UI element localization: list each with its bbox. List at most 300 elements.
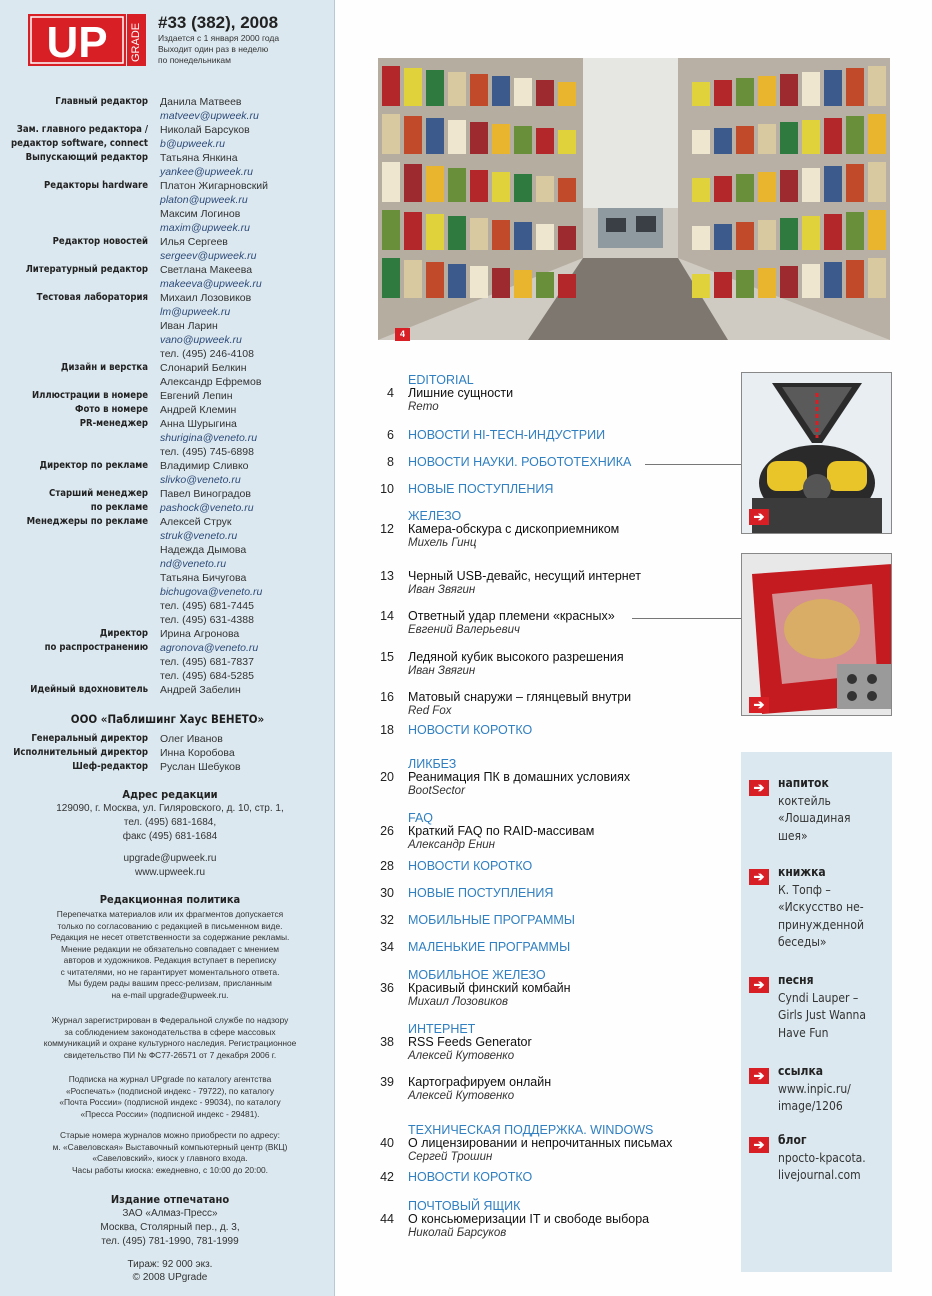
staff-name: Инна Коробова (160, 747, 235, 759)
toc-section[interactable]: EDITORIAL (408, 373, 474, 387)
toc-title[interactable]: Реанимация ПК в домашних условиях (408, 770, 631, 784)
book (780, 170, 798, 202)
book (736, 270, 754, 298)
imprint-column (0, 0, 335, 1296)
recommendation-text: К. Топф – (778, 882, 831, 897)
toc-author[interactable]: Иван Звягин (408, 665, 476, 677)
book (404, 164, 422, 202)
staff-role: Выпускающий редактор (25, 152, 148, 163)
toc-page-number: 8 (387, 455, 394, 469)
leader-line (645, 464, 742, 465)
toc-title[interactable]: Картографируем онлайн (408, 1075, 552, 1089)
toc-title[interactable]: Лишние сущности (408, 386, 514, 400)
toc-section[interactable]: НОВЫЕ ПОСТУПЛЕНИЯ (408, 482, 554, 496)
toc-section[interactable]: НОВОСТИ КОРОТКО (408, 1170, 533, 1184)
toc-section[interactable]: МОБИЛЬНОЕ ЖЕЛЕЗО (408, 968, 546, 982)
book (514, 174, 532, 202)
staff-people (160, 746, 335, 760)
book (492, 124, 510, 154)
staff-row (0, 732, 335, 746)
staff-name: Ирина Агронова (160, 628, 240, 640)
toc-title[interactable]: Краткий FAQ по RAID-массивам (408, 824, 595, 838)
book (426, 118, 444, 154)
toc-page-number: 14 (380, 609, 394, 623)
recommendation-item (778, 775, 890, 845)
staff-name: тел. (495) 681-7445 (160, 600, 254, 612)
tagline: Издается с 1 января 2000 года Выходит один раз в неделю по понедельникам (158, 33, 280, 65)
staff-name: Андрей Забелин (160, 684, 241, 696)
book (492, 268, 510, 298)
book (802, 120, 820, 154)
staff-name: Николай Барсуков (160, 124, 250, 136)
recommendation-text[interactable]: livejournal.com (778, 1168, 861, 1182)
book (558, 274, 576, 298)
staff-people (160, 683, 335, 697)
staff-name: Платон Жигарновский (160, 180, 269, 192)
book (846, 212, 864, 250)
book (758, 76, 776, 106)
toc-page-number: 40 (380, 1136, 394, 1150)
staff-people (160, 95, 335, 123)
toc-author[interactable]: BootSector (408, 785, 465, 797)
recommendation-item (778, 1063, 890, 1116)
toc-page-number: 26 (380, 824, 394, 838)
staff-role: Менеджеры по рекламе (26, 516, 148, 527)
recommendation-text: беседы» (778, 935, 827, 949)
staff-name: Александр Ефремов (160, 376, 262, 388)
toc-page-number: 44 (380, 1212, 394, 1226)
toc-page-number: 6 (387, 428, 394, 442)
staff-people (160, 417, 335, 459)
toc-section[interactable]: НОВЫЕ ПОСТУПЛЕНИЯ (408, 886, 554, 900)
staff-row (0, 515, 335, 627)
policy-text: Перепечатка материалов или их фрагментов допускается только по согласованию с редакцией в письменном виде. Редакция не несет ответственности за содержание рекламы. Мнение редакции не обязательно совпадает с мнением авторов и художников. Редакция вступает в переписку с читателями, но не гарантирует моментального ответа. Мы будем рады вашим пресс-релизам, присланным на e-mail upgrade@upweek.ru. (50, 909, 290, 1000)
toc-page-number: 16 (380, 690, 394, 704)
staff-name: Евгений Лепин (160, 390, 233, 402)
toc-section[interactable]: ИНТЕРНЕТ (408, 1022, 476, 1036)
book (780, 122, 798, 154)
book (448, 216, 466, 250)
book (692, 82, 710, 106)
staff-name: тел. (495) 631-4388 (160, 614, 254, 626)
staff-people (160, 123, 335, 151)
toc-section[interactable]: НОВОСТИ КОРОТКО (408, 859, 533, 873)
recommendation-category: ссылка (778, 1064, 824, 1078)
toc-section[interactable]: НОВОСТИ HI-TECH-ИНДУСТРИИ (408, 428, 606, 442)
staff-name: Алексей Струк (160, 516, 232, 528)
book (868, 258, 886, 298)
toc-page-number: 18 (380, 723, 394, 737)
arrow-icon: ➔ (749, 780, 769, 796)
staff-people (160, 361, 335, 389)
toc-page-number: 42 (380, 1170, 394, 1184)
toc-page-number: 34 (380, 940, 394, 954)
book (404, 116, 422, 154)
book (692, 274, 710, 298)
recommendation-text[interactable]: www.inpic.ru/ (778, 1081, 851, 1096)
toc-author[interactable]: Евгений Валерьевич (408, 624, 520, 636)
arrow-icon: ➔ (749, 869, 769, 885)
book (758, 172, 776, 202)
book (846, 116, 864, 154)
graphics-card-photo (741, 553, 892, 716)
staff-people (160, 263, 335, 291)
book (736, 174, 754, 202)
book (492, 172, 510, 202)
subscription-text: Подписка на журнал UPgrade по каталогу агентства «Роспечать» (подписной индекс - 79722), по каталогу «Почта России» (подписной индекс - 99034), по каталогу «Пресса России» (подписной индекс - 29481). (59, 1074, 281, 1119)
staff-people (160, 515, 335, 627)
book (868, 210, 886, 250)
staff-people (160, 291, 335, 361)
book (382, 162, 400, 202)
book (514, 126, 532, 154)
staff-name: Олег Иванов (160, 733, 223, 745)
toc-author[interactable]: Алексей Кутовенко (408, 1050, 515, 1062)
staff-role: Директор по рекламе (39, 460, 148, 471)
staff-row (0, 487, 335, 515)
book (536, 224, 554, 250)
toc-author[interactable]: Михаил Лозовиков (408, 996, 509, 1008)
toc-section[interactable]: НОВОСТИ КОРОТКО (408, 723, 533, 737)
book (868, 66, 886, 106)
staff-email: agronova@veneto.ru (160, 642, 259, 654)
staff-name: тел. (495) 681-7837 (160, 656, 254, 668)
logo-grade: GRADE (130, 22, 142, 62)
book (758, 220, 776, 250)
book (536, 272, 554, 298)
staff-name: тел. (495) 745-6898 (160, 446, 254, 458)
staff-row (0, 760, 335, 774)
printed-block: Издание отпечатано ЗАО «Алмаз-Пресс» Москва, Столярный пер., д. 3, тел. (495) 781-1990, 781-1999 (100, 1193, 240, 1247)
staff-row (0, 746, 335, 760)
circulation: Тираж: 92 000 экз. © 2008 UPgrade (127, 1259, 213, 1283)
book (868, 114, 886, 154)
toc-page-number: 20 (380, 770, 394, 784)
staff-role: Редактор новостей (52, 236, 148, 247)
book (514, 270, 532, 298)
staff-row (0, 683, 335, 697)
book (736, 126, 754, 154)
book (558, 130, 576, 154)
book (714, 176, 732, 202)
staff-role: Иллюстрации в номере (31, 390, 148, 401)
staff-email: bichugova@veneto.ru (160, 586, 263, 598)
staff-email: sergeev@upweek.ru (160, 250, 257, 262)
toc-page-number: 30 (380, 886, 394, 900)
company-name: ООО «Паблишинг Хаус ВЕНЕТО» (70, 712, 265, 726)
toc-author[interactable]: Иван Звягин (408, 584, 476, 596)
arrow-icon: ➔ (749, 1068, 769, 1084)
book (736, 222, 754, 250)
staff-name: Татьяна Янкина (160, 152, 238, 164)
staff-row (0, 123, 335, 151)
staff-role: Директор по распространению (44, 628, 148, 653)
toc-author[interactable]: Red Fox (408, 705, 452, 717)
arrow-icon: ➔ (749, 509, 769, 525)
book (470, 74, 488, 106)
book (846, 164, 864, 202)
toc-title[interactable]: Матовый снаружи – глянцевый внутри (408, 690, 632, 704)
staff-role: Зам. главного редактора / редактор software, connect (10, 124, 148, 149)
staff-name: Надежда Дымова (160, 544, 247, 556)
staff-email: yankee@upweek.ru (160, 166, 253, 178)
toc-author[interactable]: Николай Барсуков (408, 1227, 507, 1239)
staff-people (160, 760, 335, 774)
book (514, 78, 532, 106)
book (426, 214, 444, 250)
staff-role: Тестовая лаборатория (36, 292, 148, 303)
book (470, 218, 488, 250)
back-issues-text: Старые номера журналов можно приобрести по адресу: м. «Савеловская» Выставочный компьютерный центр (ВКЦ) «Савеловский», киоск у главного входа. Часы работы киоска: ежедневно, с 10:00 до 20:00. (52, 1130, 288, 1175)
toc-page-number: 38 (380, 1035, 394, 1049)
book (448, 168, 466, 202)
toc-section[interactable]: ЖЕЛЕЗО (408, 509, 462, 523)
address-block: Адрес редакции 129090, г. Москва, ул. Гиляровского, д. 10, стр. 1, тел. (495) 681-1684, факс (495) 681-1684 upgrade@upweek.ru www.upweek.ru (56, 788, 284, 878)
staff-email: nd@veneto.ru (160, 558, 227, 570)
book (780, 74, 798, 106)
book (802, 264, 820, 298)
staff-row (0, 291, 335, 361)
staff-people (160, 403, 335, 417)
recommendation-item (778, 972, 890, 1042)
graphics-card-illustration (742, 554, 892, 716)
book (558, 226, 576, 250)
staff-name: Иван Ларин (160, 320, 218, 332)
book (824, 214, 842, 250)
staff-email: platon@upweek.ru (160, 194, 248, 206)
issue-number: #33 (382), 2008 (158, 13, 279, 32)
staff-row (0, 361, 335, 389)
toc-page-number: 15 (380, 650, 394, 664)
toc-author[interactable]: Александр Енин (408, 839, 495, 851)
recommendation-category: песня (778, 973, 814, 987)
staff-role: Фото в номере (74, 404, 148, 415)
book (514, 222, 532, 250)
staff-email: lm@upweek.ru (160, 306, 231, 318)
book (758, 124, 776, 154)
book (536, 80, 554, 106)
staff-email: struk@veneto.ru (160, 530, 238, 542)
book (824, 70, 842, 106)
book (404, 260, 422, 298)
recommendation-category: блог (778, 1133, 807, 1147)
staff-people (160, 732, 335, 746)
toc-page-number: 10 (380, 482, 394, 496)
staff-role: Исполнительный директор (13, 747, 148, 758)
book (868, 162, 886, 202)
toc-section[interactable]: ЛИКБЕЗ (408, 757, 457, 771)
staff-role: Идейный вдохновитель (30, 684, 148, 695)
book (382, 258, 400, 298)
staff-row (0, 403, 335, 417)
company-staff-list (0, 732, 335, 774)
toc-section[interactable]: НОВОСТИ НАУКИ. РОБОТОТЕХНИКА (408, 455, 632, 469)
book (492, 76, 510, 106)
toc-title[interactable]: Черный USB-девайс, несущий интернет (408, 569, 641, 583)
toc-author[interactable]: Алексей Кутовенко (408, 1090, 515, 1102)
registration-text: Журнал зарегистрирован в Федеральной службе по надзору за соблюдением законодательства в сфере массовых коммуникаций и охране культурного наследия. Регистрационное свидетельство ПИ № ФС77-26571 от 7 декабря 2006 г. (43, 1015, 297, 1060)
book (382, 210, 400, 250)
staff-people (160, 235, 335, 263)
leader-line (632, 618, 742, 619)
toc-page-number: 28 (380, 859, 394, 873)
toc-title[interactable]: О консьюмеризации IT и свободе выбора (408, 1212, 650, 1226)
library-shelves-illustration (378, 58, 890, 340)
staff-row (0, 627, 335, 683)
book (846, 260, 864, 298)
book (448, 264, 466, 298)
staff-name: Михаил Лозовиков (160, 292, 252, 304)
staff-email: slivko@veneto.ru (160, 474, 241, 486)
staff-people (160, 627, 335, 683)
arrow-icon: ➔ (749, 1137, 769, 1153)
book (780, 266, 798, 298)
staff-name: Максим Логинов (160, 208, 241, 220)
staff-name: тел. (495) 684-5285 (160, 670, 254, 682)
staff-email: maxim@upweek.ru (160, 222, 251, 234)
staff-name: Анна Шурыгина (160, 418, 237, 430)
arrow-icon: ➔ (749, 697, 769, 713)
recommendation-text: «Лошадиная (778, 811, 851, 825)
book (714, 224, 732, 250)
upgrade-logo (28, 14, 146, 66)
toc-title[interactable]: Ледяной кубик высокого разрешения (408, 650, 624, 664)
staff-row (0, 235, 335, 263)
staff-people (160, 487, 335, 515)
staff-name: Руслан Шебуков (160, 761, 241, 773)
book (448, 120, 466, 154)
book (404, 212, 422, 250)
staff-name: Андрей Клемин (160, 404, 237, 416)
library-photo (378, 58, 890, 340)
staff-email: pashock@veneto.ru (160, 502, 254, 514)
toc-section[interactable]: МАЛЕНЬКИЕ ПРОГРАММЫ (408, 940, 571, 954)
staff-row (0, 389, 335, 403)
toc-page-number: 13 (380, 569, 394, 583)
toc-title[interactable]: О лицензировании и непрочитанных письмах (408, 1136, 673, 1150)
staff-role: Шеф-редактор (72, 761, 148, 772)
book (558, 178, 576, 202)
staff-people (160, 179, 335, 235)
recommendation-text: шея» (778, 828, 808, 843)
staff-role: Старший менеджер по рекламе (49, 488, 148, 513)
book (824, 166, 842, 202)
toc-title[interactable]: RSS Feeds Generator (408, 1035, 532, 1049)
book (692, 226, 710, 250)
recommendation-text: коктейль (778, 793, 831, 808)
recommendation-text: «Искусство не- (778, 900, 864, 914)
staff-people (160, 389, 335, 403)
book (824, 118, 842, 154)
book (846, 68, 864, 106)
book (714, 80, 732, 106)
book (426, 70, 444, 106)
toc-page-number: 32 (380, 913, 394, 927)
staff-role: Генеральный директор (31, 733, 148, 744)
staff-people (160, 151, 335, 179)
recommendation-item (778, 864, 890, 952)
staff-email: matveev@upweek.ru (160, 110, 259, 122)
staff-people (160, 459, 335, 487)
book (692, 130, 710, 154)
staff-row (0, 151, 335, 179)
book (470, 122, 488, 154)
recommendation-text: Have Fun (778, 1025, 829, 1040)
recommendations-sidebar (741, 752, 892, 1272)
book (802, 216, 820, 250)
toc-title[interactable]: Камера-обскура с дископриемником (408, 522, 620, 536)
book (692, 178, 710, 202)
recommendation-item (778, 1132, 890, 1185)
book (426, 166, 444, 202)
toc-author[interactable]: Сергей Трошин (408, 1151, 493, 1163)
logo-up: UP (46, 18, 108, 66)
toc-section[interactable]: ПОЧТОВЫЙ ЯЩИК (408, 1199, 521, 1213)
book (758, 268, 776, 298)
book (802, 168, 820, 202)
staff-list (0, 95, 335, 697)
staff-row (0, 417, 335, 459)
staff-name: Данила Матвеев (160, 96, 242, 108)
book (470, 170, 488, 202)
arrow-icon: ➔ (749, 977, 769, 993)
toc-section[interactable]: FAQ (408, 811, 434, 825)
recommendation-text[interactable]: image/1206 (778, 1099, 843, 1113)
toc-section[interactable]: МОБИЛЬНЫЕ ПРОГРАММЫ (408, 913, 575, 927)
staff-name: Слонарий Белкин (160, 362, 247, 374)
book (448, 72, 466, 106)
staff-name: Владимир Сливко (160, 460, 249, 472)
staff-role: Литературный редактор (25, 264, 148, 275)
toc-page-number: 4 (387, 386, 394, 400)
book (558, 82, 576, 106)
book (714, 128, 732, 154)
page-badge: 4 (395, 328, 410, 341)
staff-row (0, 263, 335, 291)
staff-name: Илья Сергеев (160, 236, 228, 248)
staff-row (0, 179, 335, 235)
toc-title[interactable]: Красивый финский комбайн (408, 981, 571, 995)
staff-role: Главный редактор (55, 96, 148, 107)
book (382, 114, 400, 154)
book (824, 262, 842, 298)
book (404, 68, 422, 106)
staff-email: makeeva@upweek.ru (160, 278, 262, 290)
recommendation-text: Cyndi Lauper – (778, 990, 859, 1005)
staff-name: Павел Виноградов (160, 488, 251, 500)
toc-section[interactable]: ТЕХНИЧЕСКАЯ ПОДДЕРЖКА. WINDOWS (408, 1123, 654, 1137)
book (536, 176, 554, 202)
book (382, 66, 400, 106)
toc-author[interactable]: Михель Гинц (408, 537, 477, 549)
recommendation-text: принужденной (778, 917, 864, 932)
staff-email: shurigina@veneto.ru (160, 432, 258, 444)
recommendation-category: книжка (778, 865, 826, 879)
staff-email: vano@upweek.ru (160, 334, 242, 346)
toc-page-number: 36 (380, 981, 394, 995)
book (470, 266, 488, 298)
book (780, 218, 798, 250)
toc-page-number: 12 (380, 522, 394, 536)
staff-name: тел. (495) 246-4108 (160, 348, 254, 360)
recommendation-text: Girls Just Wanna (778, 1008, 866, 1022)
recommendation-text[interactable]: npocto-kpacota. (778, 1150, 866, 1165)
toc-title[interactable]: Ответный удар племени «красных» (408, 609, 615, 623)
staff-row (0, 95, 335, 123)
staff-role: Редакторы hardware (43, 180, 148, 191)
book (492, 220, 510, 250)
toc-author[interactable]: Remo (408, 401, 439, 413)
